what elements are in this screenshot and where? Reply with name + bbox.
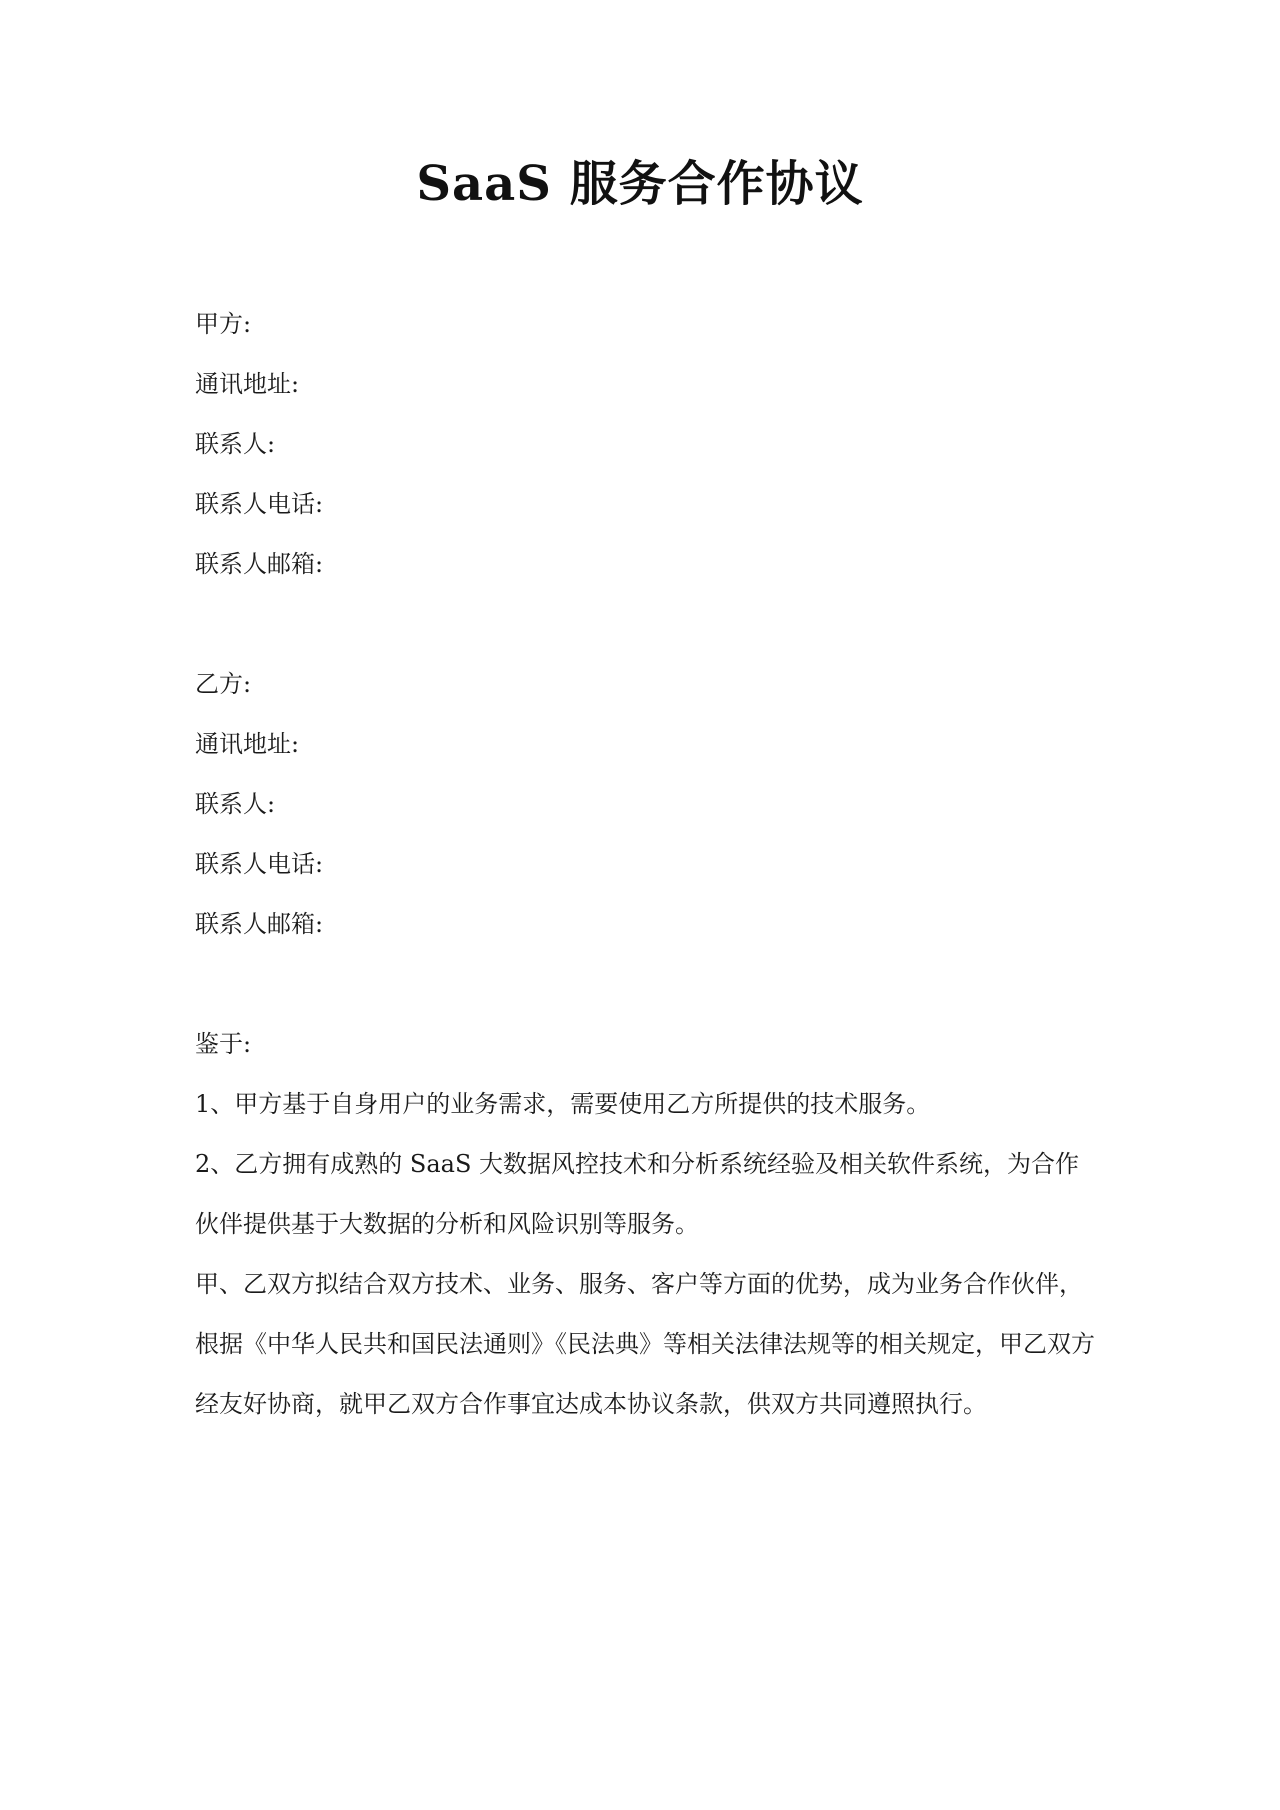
party-a-email-label: 联系人邮箱: [195, 550, 324, 578]
party-b-section [195, 654, 1095, 954]
spacer [195, 954, 1095, 1014]
party-a-label: 甲方: [195, 310, 252, 338]
party-a-phone-label: 联系人电话: [195, 490, 324, 518]
party-a-contact-label: 联系人: [195, 430, 276, 458]
party-b-contact-label: 联系人: [195, 790, 276, 818]
recitals-heading: 鉴于: [195, 1030, 252, 1058]
recital-item-2: 2、乙方拥有成熟的 SaaS 大数据风控技术和分析系统经验及相关软件系统，为合作伙伴提供基于大数据的分析和风险识别等服务。 [195, 1150, 1080, 1238]
spacer [195, 594, 1095, 654]
party-b-label: 乙方: [195, 670, 252, 698]
recitals-closing-paragraph: 甲、乙双方拟结合双方技术、业务、服务、客户等方面的优势，成为业务合作伙伴，根据《中华人民共和国民法通则》《民法典》等相关法律法规等的相关规定，甲乙双方经友好协商，就甲乙双方合作事宜达成本协议条款，供双方共同遵照执行。 [195, 1270, 1095, 1418]
recitals-section [195, 1014, 1095, 1434]
party-b-phone-label: 联系人电话: [195, 850, 324, 878]
party-b-address-label: 通讯地址: [195, 730, 300, 758]
recital-item-1: 1、甲方基于自身用户的业务需求，需要使用乙方所提供的技术服务。 [195, 1090, 931, 1118]
party-a-section [195, 294, 1095, 594]
document-body [195, 294, 1095, 1434]
party-b-email-label: 联系人邮箱: [195, 910, 324, 938]
document-title: SaaS 服务合作协议 [416, 156, 864, 212]
party-a-address-label: 通讯地址: [195, 370, 300, 398]
